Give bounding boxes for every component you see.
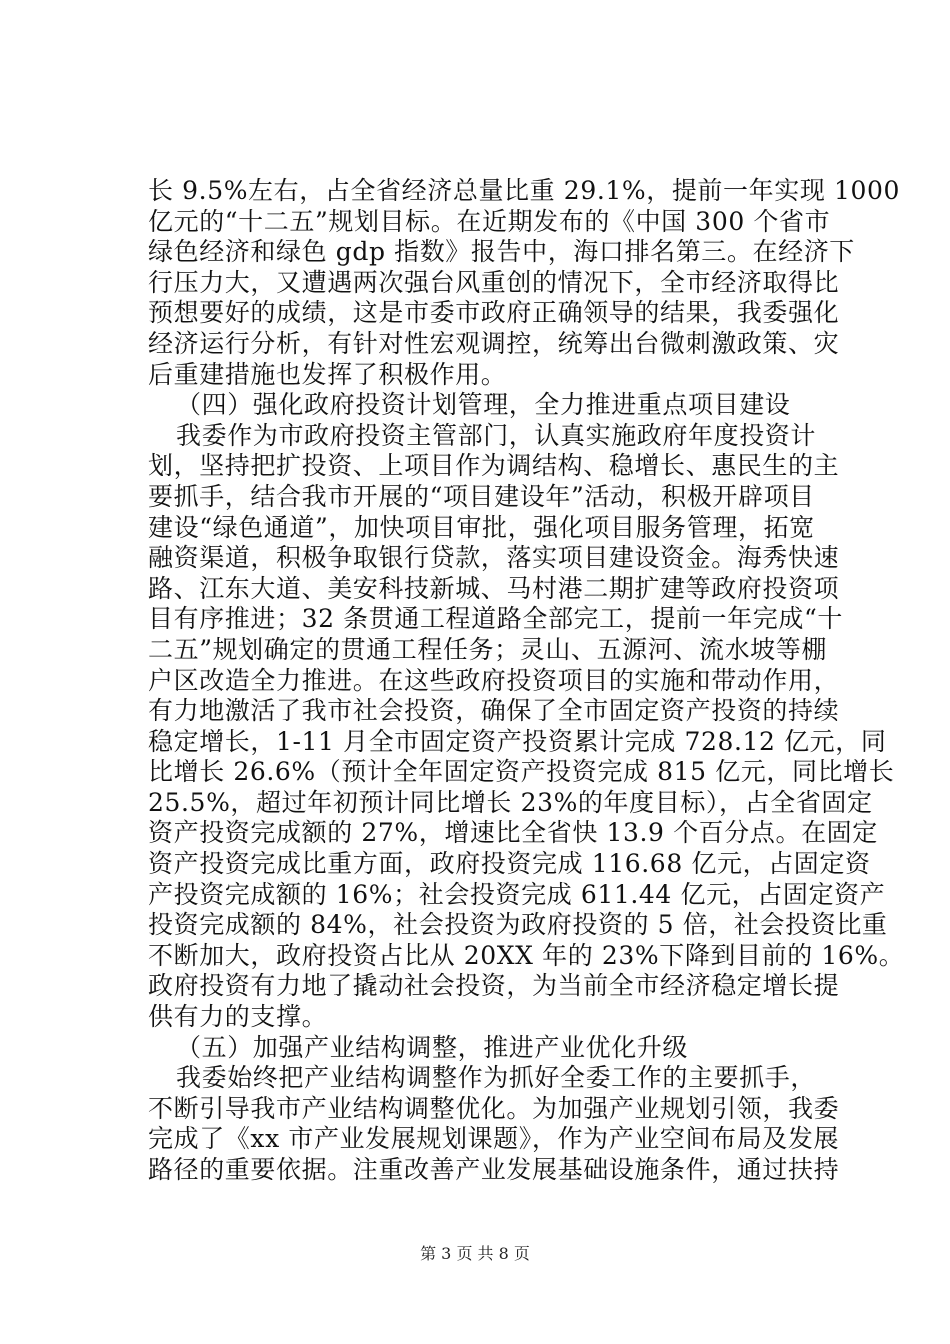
text-line: 产投资完成额的 16%；社会投资完成 611.44 亿元，占固定资产 (148, 879, 886, 909)
text-line: 预想要好的成绩，这是市委市政府正确领导的结果，我委强化 (148, 298, 840, 328)
text-line: 户区改造全力推进。在这些政府投资项目的实施和带动作用， (148, 665, 840, 695)
text-line: 完成了《xx 市产业发展规划课题》，作为产业空间布局及发展 (148, 1124, 840, 1154)
text-line: 投资完成额的 84%，社会投资为政府投资的 5 倍，社会投资比重 (148, 910, 888, 940)
text-line: 我委始终把产业结构调整作为抓好全委工作的主要抓手， (176, 1063, 817, 1093)
text-line: 二五”规划确定的贯通工程任务；灵山、五源河、流水坡等棚 (148, 634, 827, 664)
text-line: 要抓手，结合我市开展的“项目建设年”活动，积极开辟项目 (148, 481, 815, 511)
text-line: 供有力的支撑。 (148, 1002, 328, 1032)
text-line: 25.5%，超过年初预计同比增长 23%的年度目标），占全省固定 (148, 787, 873, 817)
text-line: 后重建措施也发挥了积极作用。 (148, 359, 507, 389)
text-line: 不断加大，政府投资占比从 20XX 年的 23%下降到目前的 16%。 (148, 940, 905, 970)
text-line: 亿元的“十二五”规划目标。在近期发布的《中国 300 个省市 (148, 206, 831, 236)
text-line: 资产投资完成额的 27%，增速比全省快 13.9 个百分点。在固定 (148, 818, 878, 848)
text-line: 资产投资完成比重方面，政府投资完成 116.68 亿元，占固定资 (148, 849, 871, 879)
text-line: 不断引导我市产业结构调整优化。为加强产业规划引领，我委 (148, 1093, 840, 1123)
text-line: 我委作为市政府投资主管部门，认真实施政府年度投资计 (176, 420, 817, 450)
page-footer: 第 3 页 共 8 页 (420, 1244, 530, 1263)
text-line: 目有序推进；32 条贯通工程道路全部完工，提前一年完成“十 (148, 604, 843, 634)
text-line: 稳定增长，1-11 月全市固定资产投资累计完成 728.12 亿元，同 (148, 726, 887, 756)
text-line: 绿色经济和绿色 gdp 指数》报告中，海口排名第三。在经济下 (148, 237, 855, 267)
text-line: 划，坚持把扩投资、上项目作为调结构、稳增长、惠民生的主 (148, 451, 840, 481)
document-body (148, 176, 905, 1186)
text-line: 政府投资有力地了撬动社会投资，为当前全市经济稳定增长提 (148, 971, 840, 1001)
text-line: 建设“绿色通道”，加快项目审批，强化项目服务管理，拓宽 (148, 512, 815, 542)
text-line: （四）强化政府投资计划管理，全力推进重点项目建设 (176, 390, 791, 420)
text-line: 路、江东大道、美安科技新城、马村港二期扩建等政府投资项 (148, 573, 840, 603)
text-line: 路径的重要依据。注重改善产业发展基础设施条件，通过扶持 (148, 1155, 840, 1184)
text-line: 长 9.5%左右，占全省经济总量比重 29.1%，提前一年实现 1000 (148, 176, 900, 205)
text-line: （五）加强产业结构调整，推进产业优化升级 (176, 1032, 689, 1062)
text-line: 比增长 26.6%（预计全年固定资产投资完成 815 亿元，同比增长 (148, 757, 895, 787)
text-line: 融资渠道，积极争取银行贷款，落实项目建设资金。海秀快速 (148, 543, 840, 573)
text-line: 行压力大，又遭遇两次强台风重创的情况下，全市经济取得比 (148, 267, 840, 297)
text-line: 经济运行分析，有针对性宏观调控，统筹出台微刺激政策、灾 (148, 328, 840, 358)
text-line: 有力地激活了我市社会投资，确保了全市固定资产投资的持续 (148, 696, 840, 726)
